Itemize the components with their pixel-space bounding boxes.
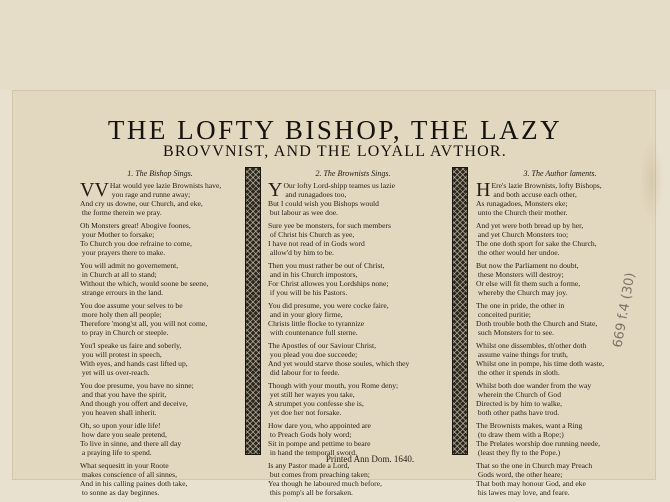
verse-stanza: That so the one in Church may Preach Gods word, the other heare; That both may honour God, and eke his lawes may love, and feare.: [476, 461, 593, 497]
verse-stanza: But now the Parliament no doubt, these Monsters will destroy; Or else will fit them such a forme, whereby the Church may joy.: [476, 261, 581, 297]
verse-stanza: Oh, so upon your idle life! how dare you seale pretend, To live in sinne, and there all day a praying life to spend.: [80, 421, 182, 457]
drop-capital: Y: [268, 179, 283, 201]
verse-stanza: Sure yee be monsters, for such members of Christ his Church as yee, I have not read of in Gods word allow'd by him to be.: [268, 221, 391, 257]
verse-stanza: The Brownists makes, want a Ring (to draw them with a Rope;) The Prelates worship doe running neede, (least they fly to the Pope.): [476, 421, 600, 457]
column-brownists-sings: [268, 169, 438, 502]
broadside-title-line-2: BROVVNIST, AND THE LOYALL AVTHOR.: [163, 143, 507, 160]
verse-stanza: You did presume, you were cocke faire, and in your glory firme, Christs little flocke to tyrannize with countenance full sterne.: [268, 301, 389, 337]
verse-stanza: You doe presume, you have no sinne; and that you have the spirit, And though you offert and deceive, you heaven shall inherit.: [80, 381, 194, 417]
verse-stanza: How dare you, who appointed are to Preach Gods holy word; Sit in pompe and pettime to beare in hand the temporall sword.: [268, 421, 371, 457]
verse-stanza: The Apostles of our Saviour Christ, you plead you doe succeede; And yet would starve those soules, which they did labour for to feede.: [268, 341, 410, 377]
column-heading: 1. The Bishop Sings.: [127, 169, 193, 178]
verse-stanza: H Ere's lazie Brownists, lofty Bishops, and both accuse each other, As runagadoes, Monsters eke; unto the Church their mother.: [476, 179, 602, 217]
column-heading: 3. The Author laments.: [523, 169, 597, 178]
column-heading: 2. The Brownists Sings.: [315, 169, 391, 178]
verse-stanza: Is any Pastor made a Lord, but comes from preaching taken; Yea though he laboured much before, this pomp's all be forsaken.: [268, 461, 382, 497]
verse-stanza: The one in pride, the other in conceited puritie; Doth trouble both the Church and State, such Monsters for to see.: [476, 301, 598, 337]
drop-capital: H: [476, 179, 491, 201]
verse-stanza: You'l speake us faire and soberly, you will protest in speech, With eyes, and hands cast lifted up, yet will us over-reach.: [80, 341, 188, 377]
mount-background-top: [0, 0, 670, 90]
broadside-title-line-1: THE LOFTY BISHOP, THE LAZY: [107, 115, 563, 145]
verse-stanza: Though with your mouth, you Rome deny; yet still her wayes you take, A strumpet you confesse she is, yet doe her not forsake.: [268, 381, 399, 417]
verse-stanza: Then you must rather be out of Christ, and in his Church impostors, For Christ allowes you Lordships none; if you will be his Pastors.: [268, 261, 389, 297]
ornamental-border-left: [245, 167, 261, 455]
verse-stanza: And yet were both bread up by her, and yet Church Monsters too; The one doth sport for sake the Church, the other would her undoe.: [476, 221, 597, 257]
verse-stanza: Whilst one dissembles, th'other doth assume vaine things for truth, Whilst one in pompe, his time doth waste, the other it spends in sloth.: [476, 341, 605, 377]
drop-capital: VV: [80, 179, 109, 201]
verse-stanza: VV Hat would yee lazie Brownists have, you rage and runne away; And cry us downe, our Church, and eke, the forme therein we pray.: [80, 179, 222, 217]
verse-stanza: Y Our lofty Lord-shipp teames us lazie and runagadoes too, But I could wish you Bishops would but labour as wee doe.: [268, 179, 396, 217]
ornamental-border-right: [452, 167, 468, 455]
verse-stanza: You will admit no governement, in Church at all to stand; Without the which, would soone be seene, strange errours in the land.: [80, 261, 209, 297]
verse-stanza: What sequesitt in your Roote makes conscience of all sinnes, And in his calling paines doth take, to sonne as day beginnes.: [80, 461, 188, 497]
verse-stanza: Whilst both doe wander from the way wherein the Church of God Directed is by him to walke, both other paths have trod.: [476, 381, 592, 417]
imprint-line: Printed Ann Dom. 1640.: [325, 454, 415, 464]
pencil-shelfmark: 669 f.4 (30): [610, 271, 639, 349]
verse-stanza: You doe assume your selves to be more holy then all people; Therefore 'mong'st all, you will not come, to pray in Church or steeple.: [80, 301, 208, 337]
column-bishop-sings: [80, 169, 240, 502]
verse-stanza: Oh Monsters great! Abogive foones, your Mother to forsake; To Church you doe refraine to come, your prayers there to make.: [80, 221, 192, 257]
